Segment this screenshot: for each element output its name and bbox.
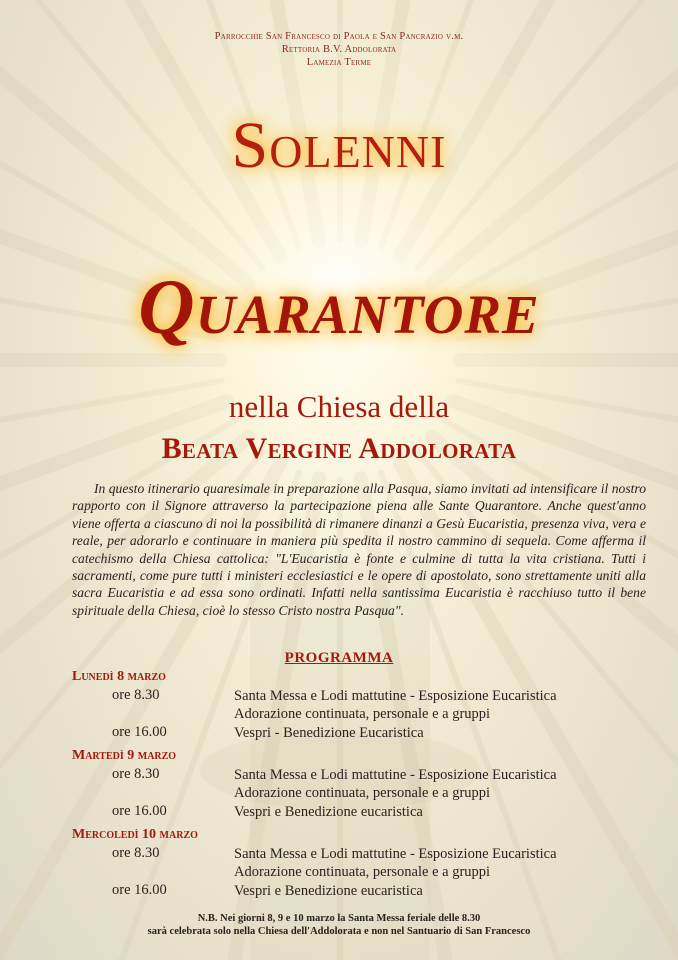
title-solenni: Solenni xyxy=(231,109,447,182)
schedule-time: ore 8.30 xyxy=(112,845,160,861)
schedule-activity xyxy=(234,845,557,881)
schedule-activity: Vespri e Benedizione eucaristica xyxy=(234,883,423,899)
activity-line: Adorazione continuata, personale e a gruppi xyxy=(234,864,491,880)
activity-line: Santa Messa e Lodi mattutine - Esposizione Eucaristica xyxy=(234,767,557,783)
activity-line: Adorazione continuata, personale e a gruppi xyxy=(234,706,491,722)
schedule-time: ore 8.30 xyxy=(112,687,160,703)
header-line-city: Lamezia Terme xyxy=(306,57,372,68)
header-line-rettoria: Rettoria B.V. Addolorata xyxy=(281,44,397,55)
schedule-activity: Vespri e Benedizione eucaristica xyxy=(234,804,423,820)
subtitle-church: nella Chiesa della xyxy=(228,389,450,424)
note-line: N.B. Nei giorni 8, 9 e 10 marzo la Santa Messa feriale delle 8.30 xyxy=(197,913,481,924)
header-line-parishes: Parrocchie San Francesco di Paola e San Pancrazio v.m. xyxy=(214,31,464,42)
schedule-activity: Vespri - Benedizione Eucaristica xyxy=(234,725,424,741)
day-label: Mercoledì 10 marzo xyxy=(72,827,198,842)
intro-paragraph: In questo itinerario quaresimale in preparazione alla Pasqua, siamo invitati ad intensificare il nostro rapporto con il Signore attraverso la partecipazione piena alle Sante Quarantore. Anche quest'anno viene offerta a ciascuno di noi la possibilità di rimanere dinanzi a Gesù Eucaristia, presenza viva, vera e reale, per adorarlo e continuare in maniera più spedita il nostro cammino di sequela. Come afferma il catechismo della Chiesa cattolica: "L'Eucaristia è fonte e culmine di tutta la vita cristiana. Tutti i sacramenti, come pure tutti i ministeri ecclesiastici e le opere di apostolato, sono strettamente uniti alla sacra Eucaristia e ad essa sono ordinati. Infatti nella santissima Eucaristia è racchiuso tutto il bene spirituale della Chiesa, cioè lo stesso Cristo nostra Pasqua". xyxy=(72,481,646,618)
note-line: sarà celebrata solo nella Chiesa dell'Addolorata e non nel Santuario di San Francesco xyxy=(147,926,531,937)
subtitle-church-name: Beata Vergine Addolorata xyxy=(161,432,517,465)
activity-line: Santa Messa e Lodi mattutine - Esposizione Eucaristica xyxy=(234,688,557,704)
schedule-time: ore 16.00 xyxy=(112,724,167,740)
activity-line: Adorazione continuata, personale e a gruppi xyxy=(234,785,491,801)
programma-heading: PROGRAMMA xyxy=(284,650,394,666)
nb-note xyxy=(0,912,678,938)
title-quarantore: Quarantore xyxy=(138,263,540,350)
parish-header xyxy=(0,30,678,69)
day-label: Martedì 9 marzo xyxy=(72,748,177,763)
schedule-time: ore 16.00 xyxy=(112,803,167,819)
activity-line: Santa Messa e Lodi mattutine - Esposizione Eucaristica xyxy=(234,846,557,862)
schedule-activity xyxy=(234,687,557,723)
schedule-activity xyxy=(234,766,557,802)
schedule-time: ore 8.30 xyxy=(112,766,160,782)
schedule-time: ore 16.00 xyxy=(112,882,167,898)
day-label: Lunedì 8 marzo xyxy=(72,669,166,684)
